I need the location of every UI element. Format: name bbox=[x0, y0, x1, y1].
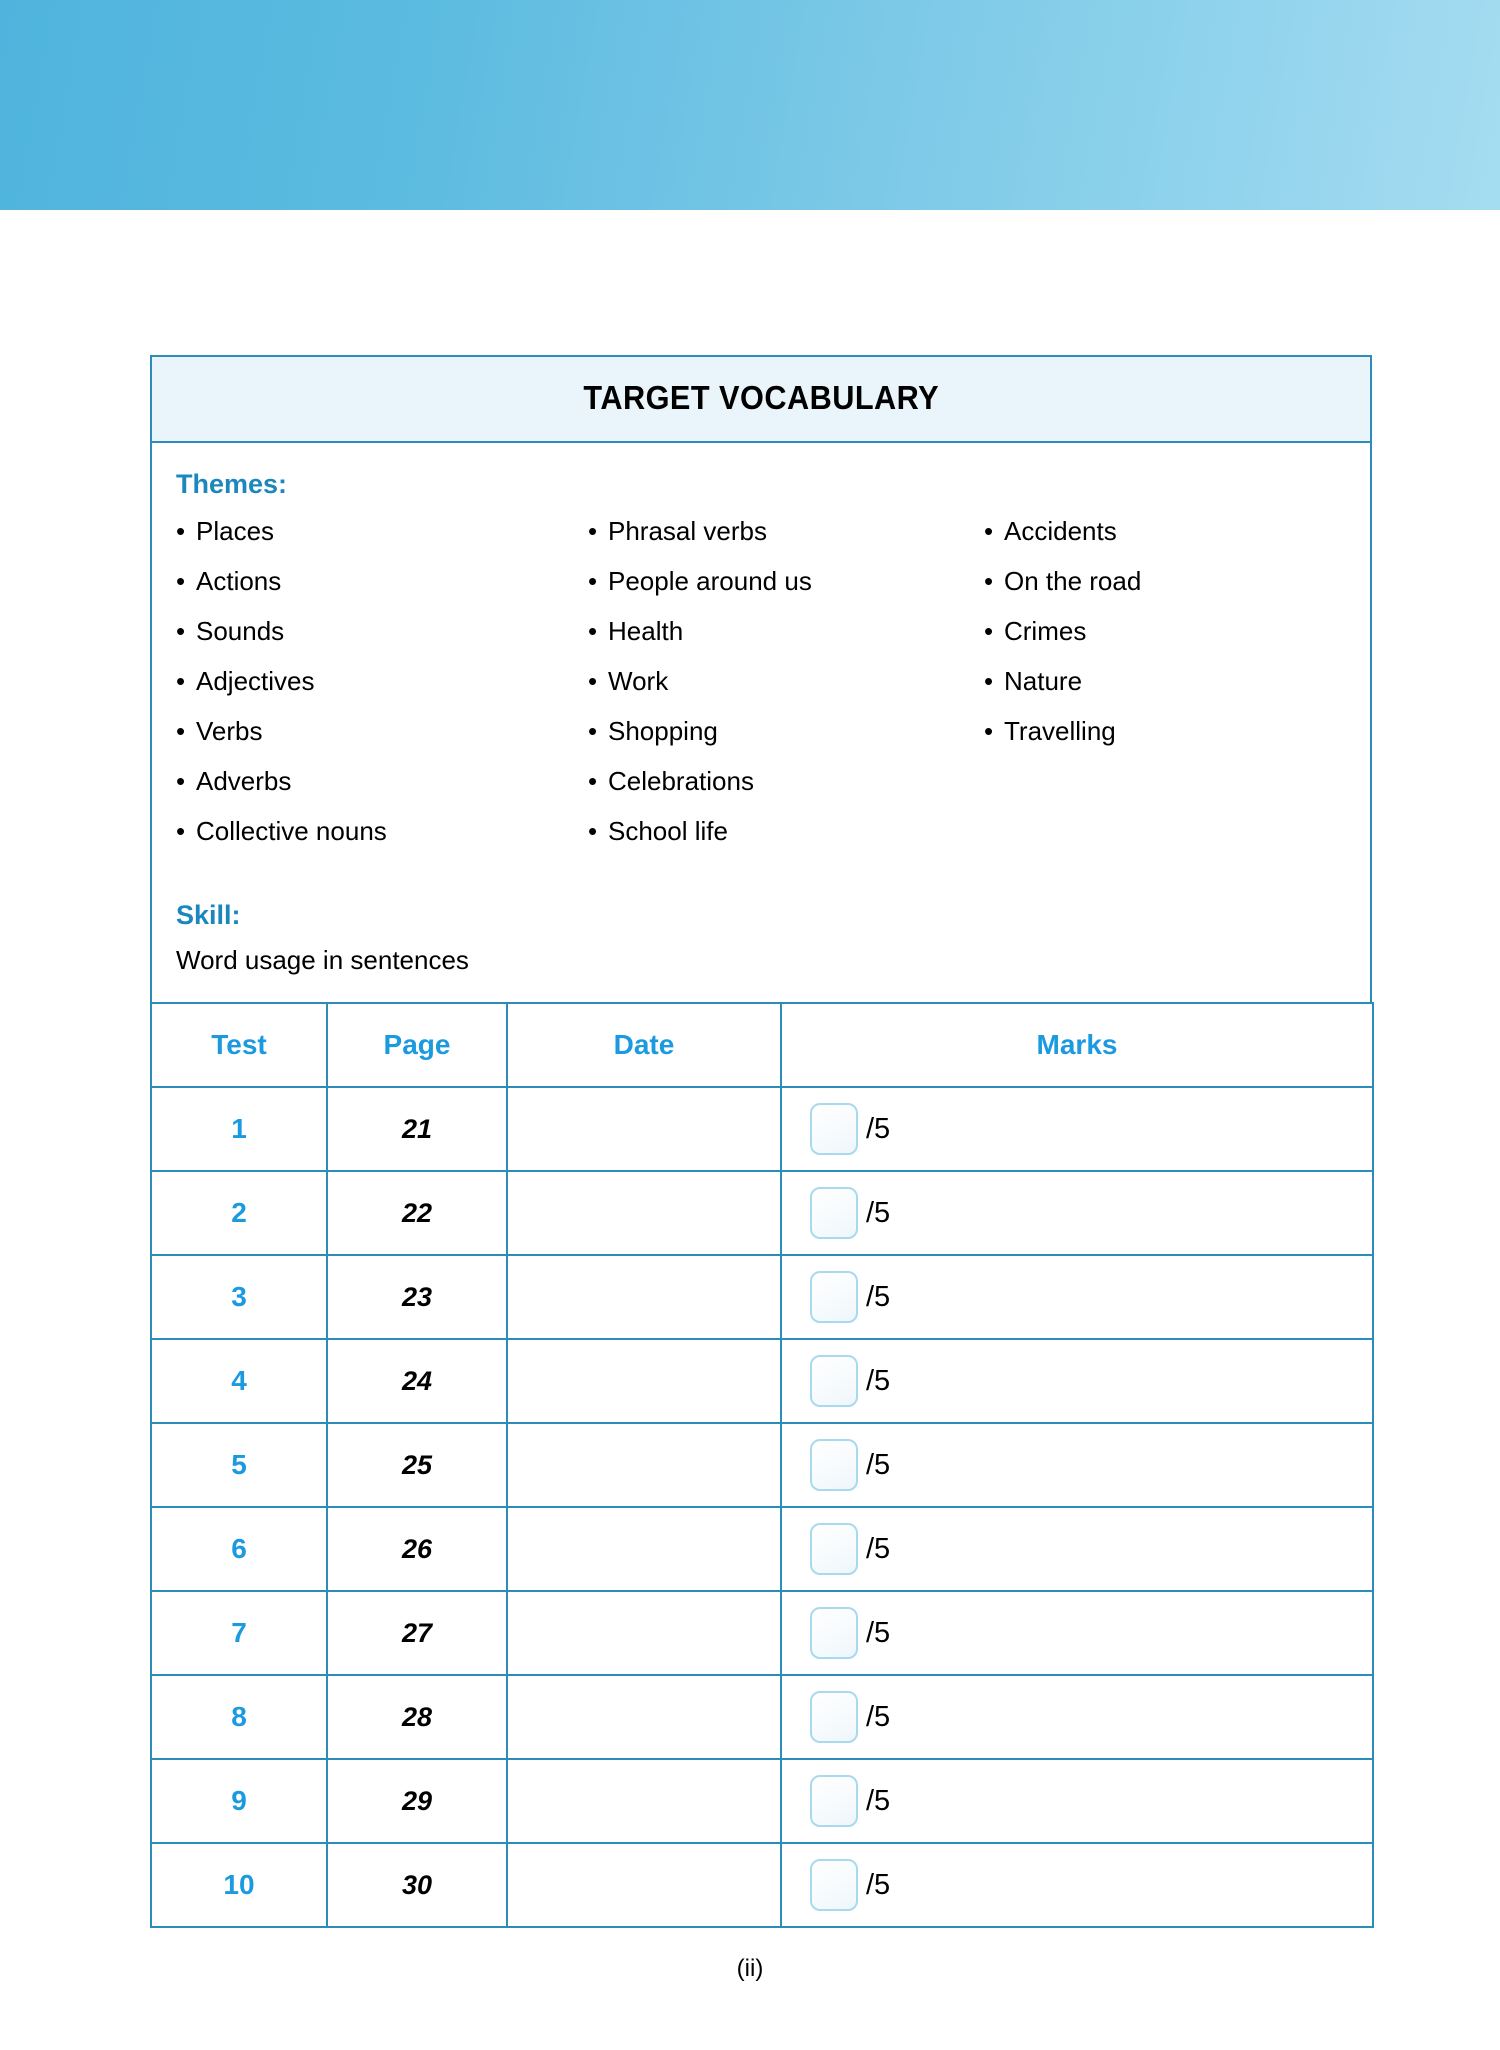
bullet-icon: • bbox=[588, 766, 598, 796]
bullet-icon: • bbox=[588, 816, 598, 846]
mark-total-label: /5 bbox=[866, 1532, 891, 1565]
column-header-marks: Marks bbox=[781, 1003, 1373, 1087]
cell-marks bbox=[781, 1255, 1373, 1339]
mark-wrap bbox=[810, 1103, 1371, 1155]
theme-item-label: Places bbox=[196, 516, 275, 546]
cell-date-input[interactable] bbox=[507, 1507, 781, 1591]
theme-item bbox=[984, 518, 1346, 568]
decorative-top-band bbox=[0, 0, 1500, 210]
mark-total-label: /5 bbox=[866, 1112, 891, 1145]
theme-item-label: Shopping bbox=[608, 716, 718, 746]
themes-column-2 bbox=[588, 518, 984, 868]
bullet-icon: • bbox=[176, 666, 186, 696]
mark-score-box[interactable] bbox=[810, 1187, 858, 1239]
bullet-icon: • bbox=[176, 616, 186, 646]
column-header-page: Page bbox=[327, 1003, 507, 1087]
theme-item-label: On the road bbox=[1004, 566, 1142, 596]
mark-wrap bbox=[810, 1607, 1371, 1659]
bullet-icon: • bbox=[588, 616, 598, 646]
cell-date-input[interactable] bbox=[507, 1675, 781, 1759]
mark-total-label: /5 bbox=[866, 1616, 891, 1649]
table-row bbox=[151, 1255, 1373, 1339]
mark-wrap bbox=[810, 1271, 1371, 1323]
theme-item bbox=[176, 768, 588, 818]
page-number-footer: (ii) bbox=[736, 1955, 764, 1982]
cell-test: 1 bbox=[151, 1087, 327, 1171]
mark-score-box[interactable] bbox=[810, 1103, 858, 1155]
mark-total-label: /5 bbox=[866, 1700, 891, 1733]
theme-item-label: School life bbox=[608, 816, 728, 846]
themes-label: Themes: bbox=[176, 469, 288, 499]
skill-block bbox=[176, 900, 1346, 976]
cell-page: 24 bbox=[327, 1339, 507, 1423]
cell-date-input[interactable] bbox=[507, 1171, 781, 1255]
theme-item-label: Work bbox=[608, 666, 669, 696]
bullet-icon: • bbox=[984, 516, 994, 546]
theme-item-label: Collective nouns bbox=[196, 816, 387, 846]
cell-page: 21 bbox=[327, 1087, 507, 1171]
skill-value: Word usage in sentences bbox=[176, 945, 469, 975]
table-row bbox=[151, 1591, 1373, 1675]
cell-page: 22 bbox=[327, 1171, 507, 1255]
cell-date-input[interactable] bbox=[507, 1843, 781, 1927]
themes-column-1 bbox=[176, 518, 588, 868]
bullet-icon: • bbox=[588, 566, 598, 596]
theme-item bbox=[588, 718, 984, 768]
bullet-icon: • bbox=[176, 716, 186, 746]
mark-score-box[interactable] bbox=[810, 1859, 858, 1911]
theme-item bbox=[588, 518, 984, 568]
cell-page: 29 bbox=[327, 1759, 507, 1843]
cell-test: 4 bbox=[151, 1339, 327, 1423]
column-header-test: Test bbox=[151, 1003, 327, 1087]
mark-wrap bbox=[810, 1439, 1371, 1491]
bullet-icon: • bbox=[588, 716, 598, 746]
theme-item-label: Adjectives bbox=[196, 666, 315, 696]
theme-item bbox=[588, 568, 984, 618]
theme-item bbox=[176, 618, 588, 668]
mark-score-box[interactable] bbox=[810, 1523, 858, 1575]
mark-wrap bbox=[810, 1355, 1371, 1407]
cell-marks bbox=[781, 1759, 1373, 1843]
theme-item-label: Adverbs bbox=[196, 766, 292, 796]
bullet-icon: • bbox=[176, 566, 186, 596]
cell-date-input[interactable] bbox=[507, 1339, 781, 1423]
theme-item-label: Nature bbox=[1004, 666, 1083, 696]
bullet-icon: • bbox=[984, 616, 994, 646]
cell-date-input[interactable] bbox=[507, 1759, 781, 1843]
theme-item bbox=[176, 518, 588, 568]
theme-item-label: Verbs bbox=[196, 716, 263, 746]
sheet-body bbox=[152, 443, 1370, 1002]
themes-grid bbox=[176, 518, 1346, 868]
cell-test: 2 bbox=[151, 1171, 327, 1255]
themes-column-3 bbox=[984, 518, 1346, 868]
theme-item bbox=[588, 818, 984, 868]
mark-score-box[interactable] bbox=[810, 1607, 858, 1659]
bullet-icon: • bbox=[588, 516, 598, 546]
cell-test: 5 bbox=[151, 1423, 327, 1507]
cell-marks bbox=[781, 1087, 1373, 1171]
cell-test: 7 bbox=[151, 1591, 327, 1675]
mark-total-label: /5 bbox=[866, 1448, 891, 1481]
mark-total-label: /5 bbox=[866, 1196, 891, 1229]
table-row bbox=[151, 1675, 1373, 1759]
bullet-icon: • bbox=[588, 666, 598, 696]
mark-total-label: /5 bbox=[866, 1280, 891, 1313]
cell-test: 9 bbox=[151, 1759, 327, 1843]
mark-total-label: /5 bbox=[866, 1868, 891, 1901]
cell-page: 23 bbox=[327, 1255, 507, 1339]
mark-score-box[interactable] bbox=[810, 1775, 858, 1827]
cell-marks bbox=[781, 1843, 1373, 1927]
bullet-icon: • bbox=[176, 766, 186, 796]
theme-item-label: Health bbox=[608, 616, 684, 646]
theme-item bbox=[588, 768, 984, 818]
table-row bbox=[151, 1339, 1373, 1423]
theme-item bbox=[176, 718, 588, 768]
table-row bbox=[151, 1507, 1373, 1591]
theme-item-label: Crimes bbox=[1004, 616, 1087, 646]
theme-item-label: Celebrations bbox=[608, 766, 754, 796]
theme-item bbox=[588, 668, 984, 718]
cell-page: 28 bbox=[327, 1675, 507, 1759]
mark-score-box[interactable] bbox=[810, 1355, 858, 1407]
cell-marks bbox=[781, 1423, 1373, 1507]
table-row bbox=[151, 1171, 1373, 1255]
cell-date-input[interactable] bbox=[507, 1087, 781, 1171]
cell-page: 26 bbox=[327, 1507, 507, 1591]
mark-wrap bbox=[810, 1187, 1371, 1239]
theme-item bbox=[176, 668, 588, 718]
cell-marks bbox=[781, 1507, 1373, 1591]
table-row bbox=[151, 1087, 1373, 1171]
mark-wrap bbox=[810, 1775, 1371, 1827]
cell-test: 6 bbox=[151, 1507, 327, 1591]
mark-wrap bbox=[810, 1523, 1371, 1575]
table-row bbox=[151, 1843, 1373, 1927]
theme-item bbox=[984, 668, 1346, 718]
table-row bbox=[151, 1423, 1373, 1507]
mark-total-label: /5 bbox=[866, 1784, 891, 1817]
cell-test: 3 bbox=[151, 1255, 327, 1339]
cell-marks bbox=[781, 1591, 1373, 1675]
theme-item bbox=[176, 568, 588, 618]
target-vocabulary-sheet bbox=[150, 355, 1372, 1004]
marks-table bbox=[150, 1002, 1374, 1928]
theme-item bbox=[588, 618, 984, 668]
cell-page: 25 bbox=[327, 1423, 507, 1507]
cell-test: 8 bbox=[151, 1675, 327, 1759]
theme-item-label: Actions bbox=[196, 566, 282, 596]
cell-date-input[interactable] bbox=[507, 1591, 781, 1675]
mark-score-box[interactable] bbox=[810, 1439, 858, 1491]
bullet-icon: • bbox=[984, 716, 994, 746]
mark-score-box[interactable] bbox=[810, 1271, 858, 1323]
mark-total-label: /5 bbox=[866, 1364, 891, 1397]
cell-page: 27 bbox=[327, 1591, 507, 1675]
cell-marks bbox=[781, 1171, 1373, 1255]
mark-wrap bbox=[810, 1859, 1371, 1911]
theme-item bbox=[984, 718, 1346, 768]
theme-item-label: Accidents bbox=[1004, 516, 1117, 546]
cell-marks bbox=[781, 1675, 1373, 1759]
bullet-icon: • bbox=[984, 666, 994, 696]
bullet-icon: • bbox=[176, 816, 186, 846]
cell-page: 30 bbox=[327, 1843, 507, 1927]
table-row bbox=[151, 1759, 1373, 1843]
marks-table-body bbox=[151, 1087, 1373, 1927]
theme-item bbox=[984, 618, 1346, 668]
mark-wrap bbox=[810, 1691, 1371, 1743]
cell-marks bbox=[781, 1339, 1373, 1423]
table-header-row bbox=[151, 1003, 1373, 1087]
theme-item bbox=[176, 818, 588, 868]
theme-item bbox=[984, 568, 1346, 618]
page-title: TARGET VOCABULARY bbox=[583, 379, 939, 416]
cell-test: 10 bbox=[151, 1843, 327, 1927]
skill-label: Skill: bbox=[176, 900, 241, 930]
bullet-icon: • bbox=[984, 566, 994, 596]
cell-date-input[interactable] bbox=[507, 1255, 781, 1339]
mark-score-box[interactable] bbox=[810, 1691, 858, 1743]
bullet-icon: • bbox=[176, 516, 186, 546]
cell-date-input[interactable] bbox=[507, 1423, 781, 1507]
theme-item-label: Sounds bbox=[196, 616, 285, 646]
sheet-title-bar bbox=[152, 357, 1370, 443]
theme-item-label: Phrasal verbs bbox=[608, 516, 767, 546]
theme-item-label: People around us bbox=[608, 566, 812, 596]
theme-item-label: Travelling bbox=[1004, 716, 1116, 746]
column-header-date: Date bbox=[507, 1003, 781, 1087]
